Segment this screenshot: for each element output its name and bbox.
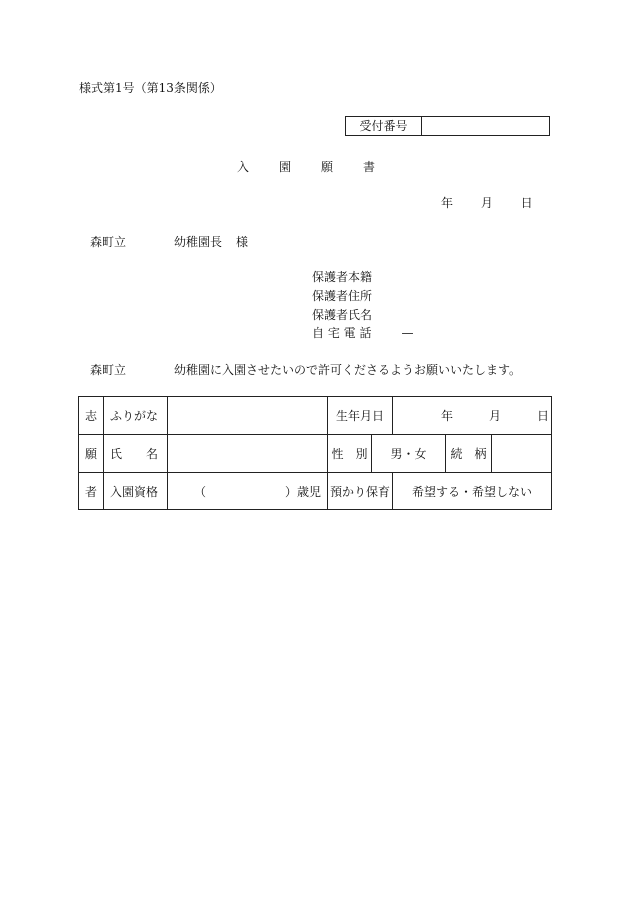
applicant-side-label: 願	[79, 435, 104, 473]
application-date	[441, 196, 533, 210]
date-year-label: 年	[441, 196, 454, 210]
guardian-phone-label: 自 宅 電 話	[312, 326, 372, 340]
phone-dash: —	[401, 326, 414, 340]
birth-month-label: 月	[489, 409, 502, 423]
furigana-label: ふりがな	[104, 397, 168, 435]
addressee-principal: 幼稚園長	[174, 235, 223, 249]
sex-label: 性 別	[328, 435, 372, 473]
childcare-options[interactable]: 希望する・希望しない	[393, 473, 552, 510]
guardian-phone	[312, 326, 413, 340]
receipt-number-box	[345, 116, 550, 136]
age-open-paren: （	[194, 484, 207, 499]
childcare-label: 預かり保育	[328, 473, 393, 510]
form-number: 様式第1号（第13条関係）	[79, 81, 222, 95]
eligibility-label: 入園資格	[104, 473, 168, 510]
relation-label: 続 柄	[446, 435, 492, 473]
birth-year-label: 年	[441, 409, 454, 423]
receipt-number-label: 受付番号	[346, 117, 422, 135]
request-town: 森町立	[90, 363, 127, 377]
addressee	[90, 235, 248, 249]
date-month-label: 月	[480, 196, 493, 210]
relation-field[interactable]	[492, 435, 552, 473]
title-char: 入	[237, 160, 250, 174]
birthdate-field[interactable]	[393, 397, 552, 435]
table-row	[79, 435, 552, 473]
receipt-number-field[interactable]	[422, 117, 549, 135]
date-day-label: 日	[520, 196, 533, 210]
eligibility-field[interactable]	[168, 473, 328, 510]
addressee-town: 森町立	[90, 235, 127, 249]
name-label: 氏 名	[104, 435, 168, 473]
request-statement	[90, 363, 521, 377]
birth-day-label: 日	[537, 409, 550, 423]
furigana-field[interactable]	[168, 397, 328, 435]
guardian-address-label: 保護者住所	[312, 289, 373, 303]
applicant-table	[78, 396, 552, 510]
title-char: 書	[363, 160, 376, 174]
guardian-domicile-label: 保護者本籍	[312, 270, 373, 284]
table-row	[79, 473, 552, 510]
sex-options[interactable]: 男・女	[372, 435, 446, 473]
title-char: 園	[279, 160, 292, 174]
request-text: 幼稚園に入園させたいので許可くださるようお願いいたします。	[174, 363, 522, 377]
addressee-honorific: 様	[236, 235, 249, 249]
age-class-suffix: ）歳児	[284, 484, 321, 499]
title-char: 願	[321, 160, 334, 174]
applicant-side-label: 者	[79, 473, 104, 510]
page-title	[237, 160, 375, 174]
name-field[interactable]	[168, 435, 328, 473]
guardian-name-label: 保護者氏名	[312, 308, 373, 322]
birthdate-label: 生年月日	[328, 397, 393, 435]
applicant-side-label: 志	[79, 397, 104, 435]
table-row	[79, 397, 552, 435]
